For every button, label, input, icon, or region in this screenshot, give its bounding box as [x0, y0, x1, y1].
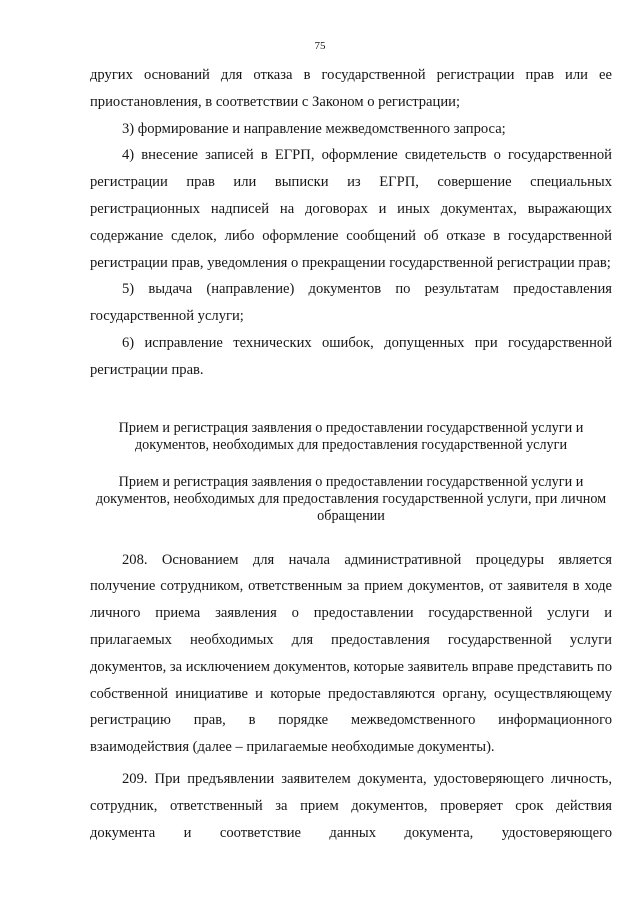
list-item-6: 6) исправление технических ошибок, допущенных при государственной регистрации прав. — [90, 334, 612, 378]
clause-208: 208. Основанием для начала административной процедуры является получение сотрудником, ответственным за прием документов, от заявителя в ходе личного приема заявления о предоставлении государственной услуги и прилагаемых необходимых для предоставления государственной услуги документов, за исключением документов, которые заявитель вправе представить по собственной инициативе и которые предоставляются органу, осуществляющему регистрацию прав, в порядке межведомственного информационного взаимодействия (далее – прилагаемые необходимые документы). — [90, 551, 612, 756]
clause-209: 209. При предъявлении заявителем документа, удостоверяющего личность, сотрудник, ответственный за прием документов, проверяет срок действия документа и соответствие данных документа, удостоверяющего — [90, 770, 612, 841]
subsection-heading: Прием и регистрация заявления о предоставлении государственной услуги и документов, необходимых для предоставления государственной услуги, при личном обращении — [95, 473, 607, 524]
section-heading: Прием и регистрация заявления о предоставлении государственной услуги и документов, необходимых для предоставления государственной услуги — [118, 419, 584, 453]
document-body — [90, 62, 612, 846]
paragraph-continuation: других оснований для отказа в государственной регистрации прав или ее приостановления, в соответствии с Законом о регистрации; — [90, 67, 612, 110]
page-number: 75 — [314, 40, 326, 52]
list-item-3: 3) формирование и направление межведомственного запроса; — [122, 120, 506, 137]
list-item-5: 5) выдача (направление) документов по результатам предоставления государственной услуги; — [90, 281, 612, 325]
list-item-4: 4) внесение записей в ЕГРП, оформление свидетельств о государственной регистрации прав или выписки из ЕГРП, совершение специальных регистрационных надписей на договорах и иных документах, выражающих содержание сделок, либо оформление сообщений об отказе в государственной регистрации прав, уведомления о прекращении государственной регистрации прав; — [90, 147, 612, 271]
